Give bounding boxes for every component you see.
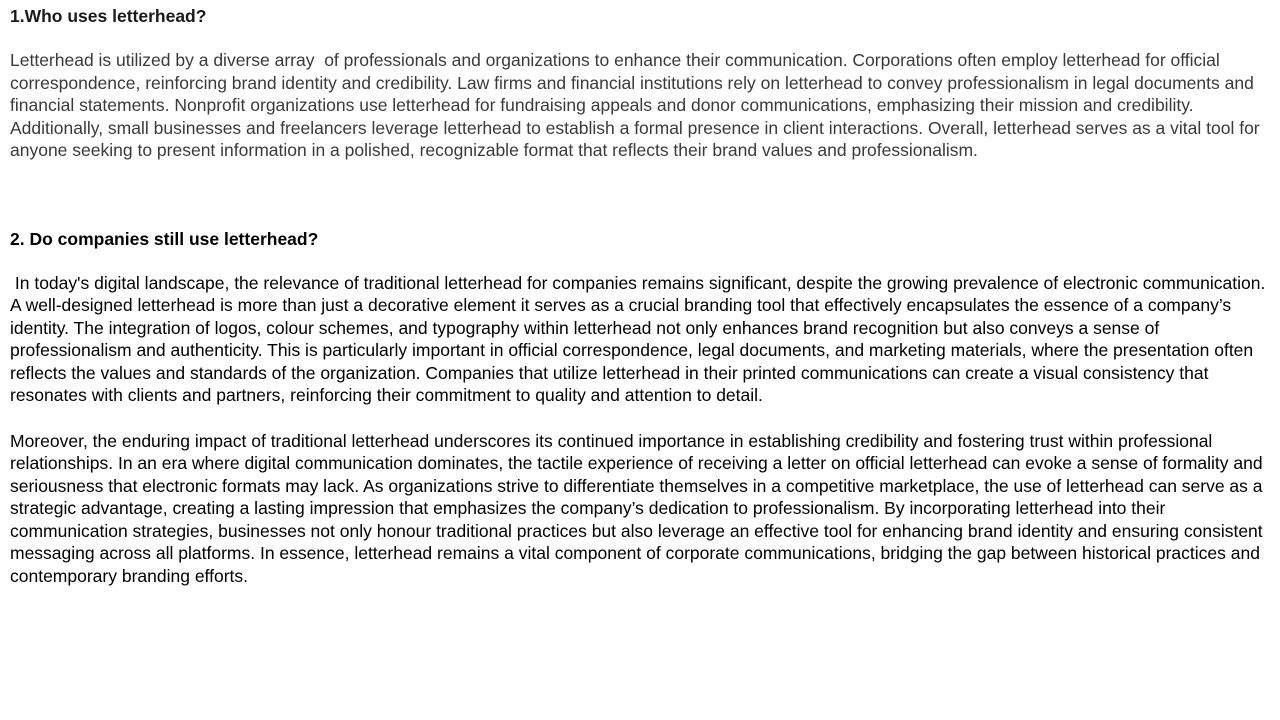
section-who-uses-letterhead <box>10 5 1266 162</box>
section-heading: 1.Who uses letterhead? <box>10 6 207 26</box>
section-companies-still-use-letterhead <box>10 228 1270 588</box>
section-paragraph: Letterhead is utilized by a diverse array of professionals and organizations to enhance their communication. Corporations often employ letterhead for official correspondence, reinforcing brand identity and credibility. Law firms and financial institutions rely on letterhead to convey professionalism in legal documents and financial statements. Nonprofit organizations use letterhead for fundraising appeals and donor communications, emphasizing their mission and credibility. Additionally, small businesses and freelancers leverage letterhead to establish a formal presence in client interactions. Overall, letterhead serves as a vital tool for anyone seeking to present information in a polished, recognizable format that reflects their brand values and professionalism. <box>10 50 1265 160</box>
section-paragraph: In today's digital landscape, the relevance of traditional letterhead for companies remains significant, despite the growing prevalence of electronic communication. A well-designed letterhead is more than just a decorative element it serves as a crucial branding tool that effectively encapsulates the essence of a company’s identity. The integration of logos, colour schemes, and typography within letterhead not only enhances brand recognition but also conveys a sense of professionalism and authenticity. This is particularly important in official correspondence, legal documents, and marketing materials, where the presentation often reflects the values and standards of the organization. Companies that utilize letterhead in their printed communications can create a visual consistency that resonates with clients and partners, reinforcing their commitment to quality and attention to detail. <box>10 272 1270 405</box>
section-paragraph: Moreover, the enduring impact of traditional letterhead underscores its continued importance in establishing credibility and fostering trust within professional relationships. In an era where digital communication dominates, the tactile experience of receiving a letter on official letterhead can evoke a sense of formality and seriousness that electronic formats may lack. As organizations strive to differentiate themselves in a competitive marketplace, the use of letterhead can serve as a strategic advantage, creating a lasting impression that emphasizes the company’s dedication to professionalism. By incorporating letterhead into their communication strategies, businesses not only honour traditional practices but also leverage an effective tool for enhancing brand identity and ensuring consistent messaging across all platforms. In essence, letterhead remains a vital component of corporate communications, bridging the gap between historical practices and contemporary branding efforts. <box>10 430 1268 586</box>
section-heading: 2. Do companies still use letterhead? <box>10 228 319 249</box>
